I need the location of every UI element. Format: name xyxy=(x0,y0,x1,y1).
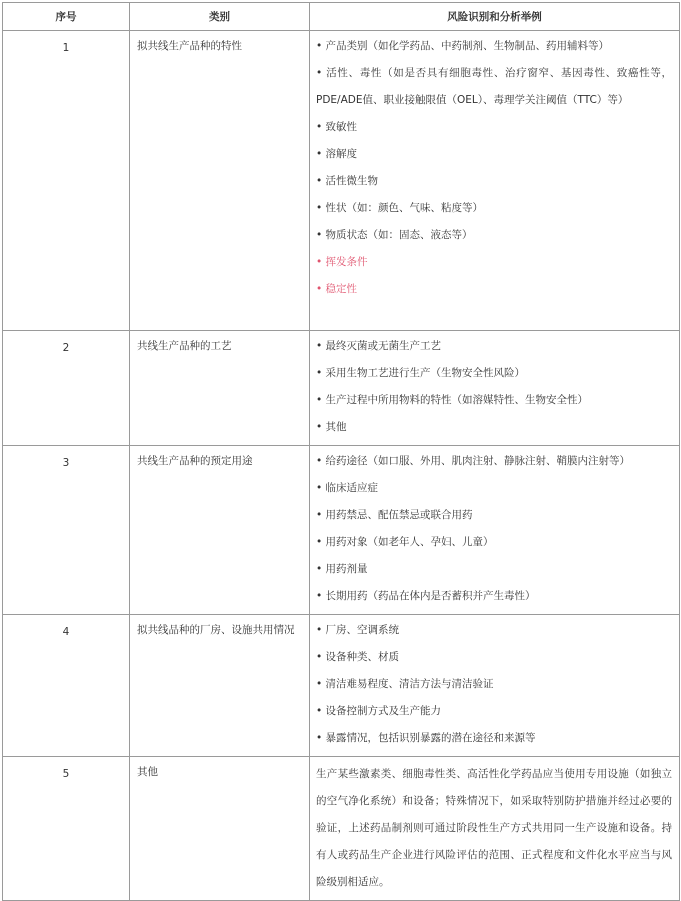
list-item: • 采用生物工艺进行生产（生物安全性风险） xyxy=(316,367,526,379)
table-row xyxy=(3,31,680,331)
risk-analysis-table xyxy=(2,2,680,901)
row-seq: 5 xyxy=(3,757,130,901)
list-item: • 给药途径（如口服、外用、肌肉注射、静脉注射、鞘膜内注射等） xyxy=(316,455,631,467)
list-item: • 用药禁忌、配伍禁忌或联合用药 xyxy=(316,509,473,521)
row-category: 其他 xyxy=(130,757,310,901)
list-item: • 临床适应症 xyxy=(316,482,379,494)
row-seq: 4 xyxy=(3,615,130,757)
list-item: • 活性微生物 xyxy=(316,175,379,187)
list-item: • 其他 xyxy=(316,421,347,433)
list-item: • 用药剂量 xyxy=(316,563,368,575)
list-item: • 性状（如：颜色、气味、粘度等） xyxy=(316,202,484,214)
row-seq: 1 xyxy=(3,31,130,331)
row-detail xyxy=(310,446,680,615)
list-item: • 长期用药（药品在体内是否蓄积并产生毒性） xyxy=(316,590,536,602)
row-detail xyxy=(310,31,680,331)
list-item: • 设备控制方式及生产能力 xyxy=(316,705,442,717)
list-item: • 最终灭菌或无菌生产工艺 xyxy=(316,340,442,352)
row-category: 共线生产品种的工艺 xyxy=(130,331,310,446)
table-row xyxy=(3,331,680,446)
table-row xyxy=(3,446,680,615)
list-item: • 产品类别（如化学药品、中药制剂、生物制品、药用辅料等） xyxy=(316,40,610,52)
table-row xyxy=(3,615,680,757)
row-detail xyxy=(310,331,680,446)
header-detail: 风险识别和分析举例 xyxy=(310,3,680,31)
row-category: 拟共线品种的厂房、设施共用情况 xyxy=(130,615,310,757)
row-paragraph: 生产某些激素类、细胞毒性类、高活性化学药品应当使用专用设施（如独立的空气净化系统）和设备；特殊情况下，如采取特别防护措施并经过必要的验证，上述药品制剂则可通过阶段性生产方式共用同一生产设施和设备。持有人或药品生产企业进行风险评估的范围、正式程度和文件化水平应当与风险级别相适应。 xyxy=(316,768,672,888)
list-item-highlight: • 挥发条件 xyxy=(316,256,368,268)
header-seq: 序号 xyxy=(3,3,130,31)
list-item: • 活性、毒性（如是否具有细胞毒性、治疗窗窄、基因毒性、致癌性等，PDE/ADE值、职业接触限值（OEL）、毒理学关注阈值（TTC）等） xyxy=(316,67,672,106)
header-category: 类别 xyxy=(130,3,310,31)
row-category: 拟共线生产品种的特性 xyxy=(130,31,310,331)
list-item: • 溶解度 xyxy=(316,148,358,160)
row-detail xyxy=(310,757,680,901)
risk-table-container xyxy=(2,2,679,901)
table-header-row xyxy=(3,3,680,31)
list-item-highlight: • 稳定性 xyxy=(316,283,358,295)
table-row xyxy=(3,757,680,901)
list-item: • 生产过程中所用物料的特性（如溶媒特性、生物安全性） xyxy=(316,394,589,406)
list-item: • 暴露情况，包括识别暴露的潜在途径和来源等 xyxy=(316,732,536,744)
row-seq: 2 xyxy=(3,331,130,446)
list-item: • 致敏性 xyxy=(316,121,358,133)
list-item: • 用药对象（如老年人、孕妇、儿童） xyxy=(316,536,494,548)
list-item: • 物质状态（如：固态、液态等） xyxy=(316,229,473,241)
row-detail xyxy=(310,615,680,757)
row-seq: 3 xyxy=(3,446,130,615)
list-item: • 清洁难易程度、清洁方法与清洁验证 xyxy=(316,678,494,690)
row-category: 共线生产品种的预定用途 xyxy=(130,446,310,615)
list-item: • 设备种类、材质 xyxy=(316,651,400,663)
list-item: • 厂房、空调系统 xyxy=(316,624,400,636)
